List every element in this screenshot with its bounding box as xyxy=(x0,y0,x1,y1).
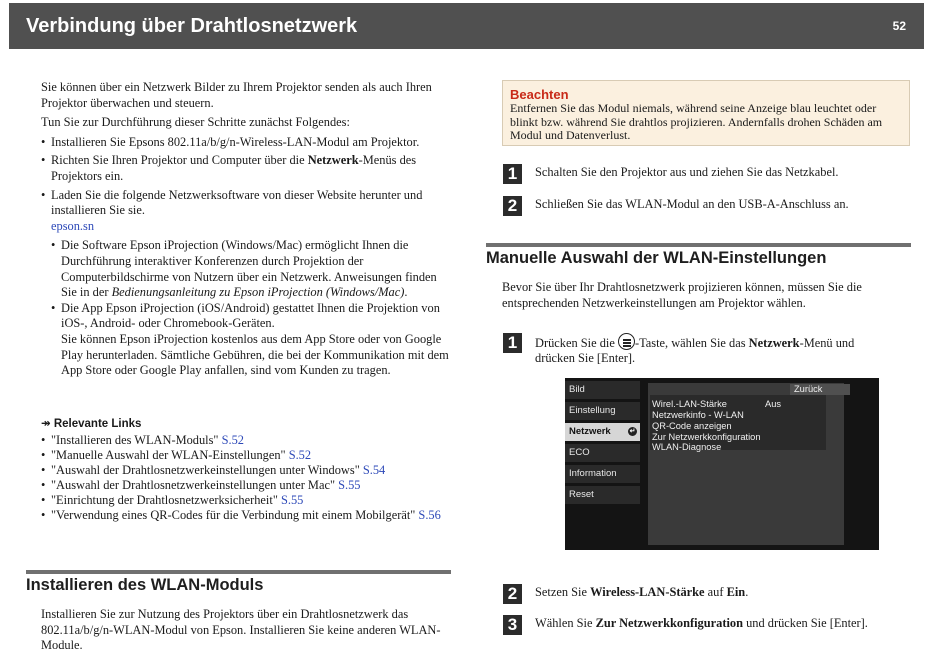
section-divider xyxy=(26,570,451,574)
step-number: 2 xyxy=(503,196,522,216)
menu-item-netzwerk[interactable]: Netzwerk ↵ xyxy=(565,423,640,441)
menu-item-bild[interactable]: Bild xyxy=(565,381,640,399)
double-arrow-icon: ↠ xyxy=(41,418,51,430)
page-ref-link[interactable]: S.54 xyxy=(362,462,386,477)
intro-steps-lead: Tun Sie zur Durchführung dieser Schritte zunächst Folgendes: xyxy=(41,115,350,130)
note-body: Entfernen Sie das Modul niemals, während seine Anzeige blau leuchtet oder blinkt bzw. während Sie drahtlos projizieren. Andernfalls drohen Schäden am Modul und Datenverlust. xyxy=(510,101,883,142)
page-ref-link[interactable]: S.55 xyxy=(338,477,361,492)
page-ref-link[interactable]: S.52 xyxy=(288,447,312,462)
related-link-item[interactable]: • "Installieren des WLAN-Moduls" S.52 xyxy=(41,433,451,448)
step-text: Schließen Sie das WLAN-Modul an den USB-A-Anschluss an. xyxy=(535,197,849,211)
step-text: Schalten Sie den Projektor aus und ziehen Sie das Netzkabel. xyxy=(535,165,839,179)
related-link-item[interactable]: • "Auswahl der Drahtlosnetzwerkeinstellungen unter Windows" S.54 xyxy=(41,463,451,478)
submenu-item-network-config[interactable]: Zur Netzwerkkonfiguration xyxy=(652,432,761,442)
manual-heading: Manuelle Auswahl der WLAN-Einstellungen xyxy=(486,249,827,267)
step-number: 3 xyxy=(503,615,522,635)
related-link-item[interactable]: • "Einrichtung der Drahtlosnetzwerksicherheit" S.55 xyxy=(41,493,451,508)
step-number: 1 xyxy=(503,164,522,184)
menu-item-reset[interactable]: Reset xyxy=(565,486,640,504)
related-link-item[interactable]: • "Verwendung eines QR-Codes für die Verbindung mit einem Mobilgerät" S.56 xyxy=(41,508,451,523)
list-item: • Die App Epson iProjection (iOS/Android) gestattet Ihnen die Projektion von iOS-, Android- oder Chromebook-Geräten. Sie können Epson iProjection kostenlos aus dem App Store oder von Google Play herunterladen. Sämtliche Gebühren, die bei der Kommunikation mit dem App Store oder Google Play anfallen, sind vom Kunden zu tragen. xyxy=(51,301,451,379)
menu-item-eco[interactable]: ECO xyxy=(565,444,640,462)
prereq-list xyxy=(41,135,451,379)
caution-note xyxy=(502,80,910,146)
step-number: 1 xyxy=(503,333,522,353)
related-links xyxy=(41,417,451,523)
page-number: 52 xyxy=(892,19,906,33)
page-header xyxy=(9,3,924,49)
related-links-list xyxy=(41,433,451,523)
menu-item-information[interactable]: Information xyxy=(565,465,640,483)
note-title: Beachten xyxy=(510,87,569,102)
related-links-heading: ↠ Relevante Links xyxy=(41,418,142,430)
install-body: Installieren Sie zur Nutzung des Projektors über ein Drahtlosnetzwerk das 802.11a/b/g/n-WLAN-Modul von Epson. Installieren Sie keine anderen WLAN-Module. xyxy=(41,607,441,653)
menu-item-einstellung[interactable]: Einstellung xyxy=(565,402,640,420)
section-divider xyxy=(486,243,911,247)
projector-menu-screenshot xyxy=(565,378,879,550)
software-sublist xyxy=(51,238,451,378)
submenu-item-qr-code[interactable]: QR-Code anzeigen xyxy=(652,421,732,431)
wlan-strength-value: Aus xyxy=(765,399,782,409)
page-ref-link[interactable]: S.56 xyxy=(418,507,441,522)
page-ref-link[interactable]: S.52 xyxy=(221,432,244,447)
step-text: Setzen Sie Wireless-LAN-Stärke auf Ein. xyxy=(535,585,749,599)
intro-paragraph: Sie können über ein Netzwerk Bilder zu Ihrem Projektor senden als auch Ihren Projektor überwachen und steuern. xyxy=(41,80,432,110)
submenu-item-wlan-strength[interactable]: Wirel.-LAN-Stärke xyxy=(652,399,727,409)
list-item: • Installieren Sie Epsons 802.11a/b/g/n-Wireless-LAN-Modul am Projektor. xyxy=(41,135,451,151)
page-ref-link[interactable]: S.55 xyxy=(280,492,304,507)
website-link[interactable]: epson.sn xyxy=(51,218,95,233)
install-heading: Installieren des WLAN-Moduls xyxy=(26,576,264,594)
menu-button-icon xyxy=(618,333,635,350)
related-link-item[interactable]: • "Manuelle Auswahl der WLAN-Einstellungen" S.52 xyxy=(41,448,451,463)
intro-section xyxy=(41,80,451,379)
step-number: 2 xyxy=(503,584,522,604)
manual-body: Bevor Sie über Ihr Drahtlosnetzwerk projizieren können, müssen Sie die entsprechenden Netzwerkeinstellungen am Projektor wählen. xyxy=(502,280,862,310)
list-item: • Richten Sie Ihren Projektor und Computer über die Netzwerk-Menüs des Projektors ein. xyxy=(41,153,451,184)
submenu-item-network-info[interactable]: Netzwerkinfo - W-LAN xyxy=(652,410,744,420)
list-item: • Die Software Epson iProjection (Windows/Mac) ermöglicht Ihnen die Durchführung interaktiver Konferenzen durch Projektion der Computerbildschirme von Nutzern über ein Netzwerk. Anweisungen finden Sie in der Bedienungsanleitung zu Epson iProjection (Windows/Mac). xyxy=(51,238,451,300)
enter-icon: ↵ xyxy=(629,428,636,435)
related-link-item[interactable]: • "Auswahl der Drahtlosnetzwerkeinstellungen unter Mac" S.55 xyxy=(41,478,451,493)
step-text: Drücken Sie die -Taste, wählen Sie das Netzwerk-Menü und drücken Sie [Enter]. xyxy=(535,333,885,366)
back-button[interactable]: Zurück xyxy=(790,384,850,395)
submenu-item-wlan-diagnosis[interactable]: WLAN-Diagnose xyxy=(652,442,722,452)
list-item: • Laden Sie die folgende Netzwerksoftware von dieser Website herunter und installieren Sie sie. epson.sn • Die Software Epson iProjection (Windows/Mac) ermöglicht Ihnen die Durchführung interaktiver Konferenzen durch Projektion der Computerbildschirme von Nutzern über ein Netzwerk. Anweisungen finden Sie in der Bedienungsanleitung zu Epson iProjection (Windows/Mac). • Die App Epson iProjection (iOS/Android) gestattet Ihnen die Projektion von iOS-, Android- oder Chromebook-Geräten. Sie können Epson iProjection kostenlos aus dem App Store oder von Google Play herunterladen. Sämtliche Gebühren, die bei der Kommunikation mit dem App Store oder Google Play anfallen, sind vom Kunden zu tragen. xyxy=(41,188,451,379)
network-submenu-panel xyxy=(648,383,844,545)
step-text: Wählen Sie Zur Netzwerkkonfiguration und drücken Sie [Enter]. xyxy=(535,616,868,630)
page-title: Verbindung über Drahtlosnetzwerk xyxy=(26,15,358,37)
